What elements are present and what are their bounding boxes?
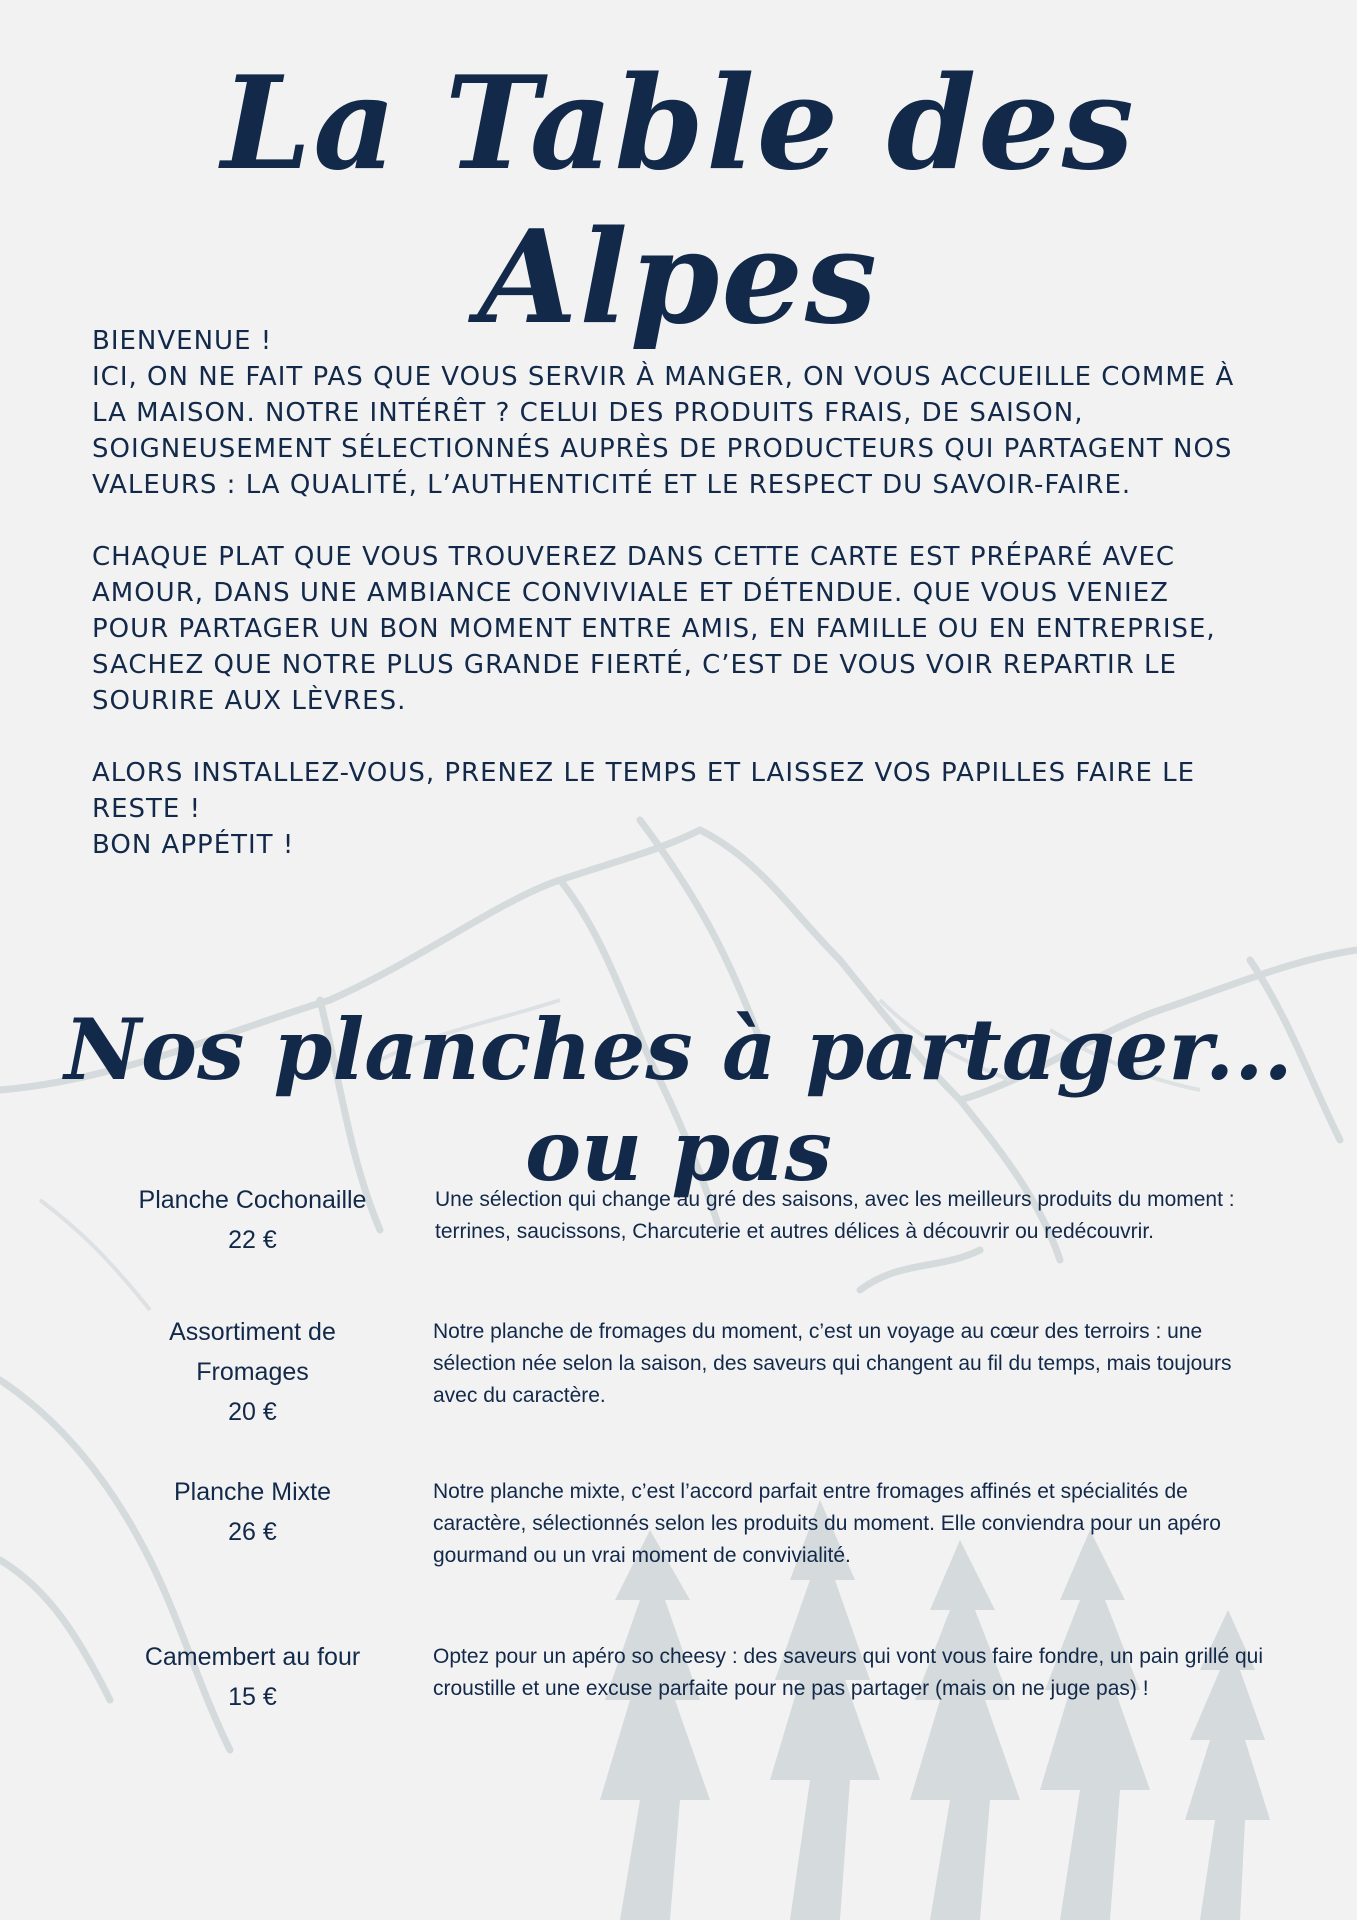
restaurant-title: La Table des Alpes [221, 49, 1136, 353]
item-name-block [100, 1312, 405, 1432]
item-name: Planche Mixte [173, 1478, 332, 1506]
item-name: Camembert au four [144, 1643, 361, 1671]
item-description: Optez pour un apéro so cheesy : des saveurs qui vont vous faire fondre, un pain grillé qui croustille et une excuse parfaite pour ne pas partager (mais on ne juge pas) ! [433, 1645, 1263, 1700]
item-name-block [100, 1637, 405, 1717]
item-name: Assortiment de [169, 1318, 336, 1346]
item-price: 26 € [228, 1518, 277, 1546]
item-description: Notre planche mixte, c’est l’accord parfait entre fromages affinés et spécialités de caractère, sélectionnés selon les produits du moment. Elle conviendra pour un apéro gourmand ou un vrai moment de convivialité. [433, 1480, 1221, 1567]
item-price: 20 € [228, 1398, 277, 1426]
item-name-block [100, 1180, 405, 1260]
intro-paragraph: CHAQUE PLAT QUE VOUS TROUVEREZ DANS CETTE CARTE EST PRÉPARÉ AVEC AMOUR, DANS UNE AMBIANCE CONVIVIALE ET DÉTENDUE. QUE VOUS VENIEZ POUR PARTAGER UN BON MOMENT ENTRE AMIS, EN FAMILLE OU EN ENTREPRISE, SACHEZ QUE NOTRE PLUS GRANDE FIERTÉ, C’EST DE VOUS VOIR REPARTIR LE SOURIRE AUX LÈVRES. [92, 542, 1216, 716]
intro-paragraph: BIENVENUE ! ICI, ON NE FAIT PAS QUE VOUS SERVIR À MANGER, ON VOUS ACCUEILLE COMME À LA MAISON. NOTRE INTÉRÊT ? CELUI DES PRODUITS FRAIS, DE SAISON, SOIGNEUSEMENT SÉLECTIONNÉS AUPRÈS DE PRODUCTEURS QUI PARTAGENT NOS VALEURS : LA QUALITÉ, L’AUTHENTICITÉ ET LE RESPECT DU SAVOIR-FAIRE. [92, 326, 1235, 500]
section-title: Nos planches à partager... ou pas [64, 1000, 1293, 1200]
item-name: Fromages [196, 1358, 309, 1386]
item-name: Planche Cochonaille [138, 1186, 367, 1214]
intro-text [92, 323, 1252, 863]
item-price: 15 € [228, 1683, 277, 1711]
item-description: Notre planche de fromages du moment, c’est un voyage au cœur des terroirs : une sélection née selon la saison, des saveurs qui changent au fil du temps, mais toujours avec du caractère. [433, 1320, 1232, 1407]
intro-paragraph: ALORS INSTALLEZ-VOUS, PRENEZ LE TEMPS ET LAISSEZ VOS PAPILLES FAIRE LE RESTE ! BON APPÉTIT ! [92, 758, 1196, 860]
item-name-block [100, 1472, 405, 1552]
item-price: 22 € [228, 1226, 277, 1254]
item-description: Une sélection qui change au gré des saisons, avec les meilleurs produits du moment : terrines, saucissons, Charcuterie et autres délices à découvrir ou redécouvrir. [435, 1188, 1235, 1243]
